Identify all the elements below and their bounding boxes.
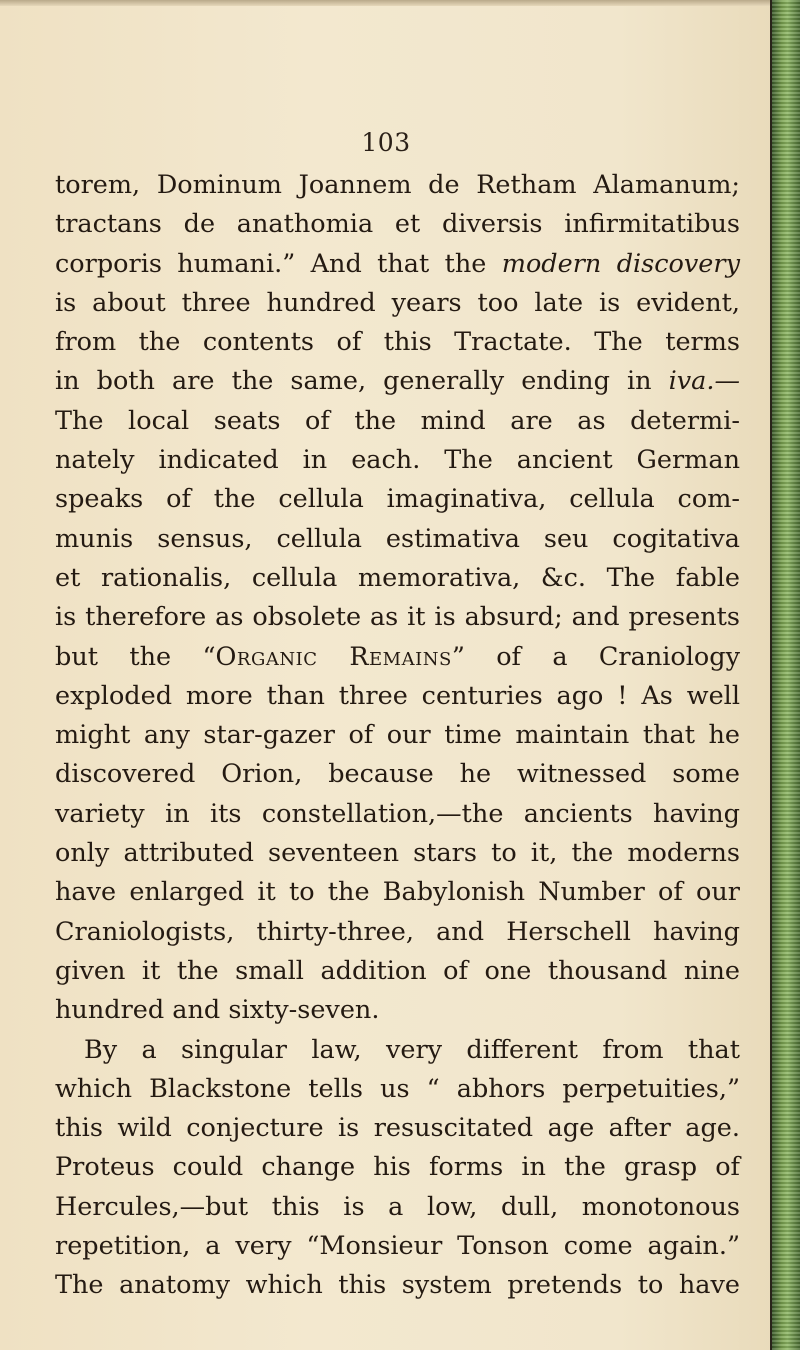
text-line: from the contents of this Tractate. The terms [55, 327, 740, 358]
text-line: repetition, a very “Monsieur Tonson come again.” [55, 1231, 740, 1262]
text-line: variety in its constellation,—the ancients having [55, 798, 740, 829]
text-line: only attributed seventeen stars to it, the moderns [55, 838, 740, 869]
text-line: speaks of the cellula imaginativa, cellula com- [55, 484, 740, 515]
text-line: in both are the same, generally ending in iva.— [55, 366, 740, 397]
italic-phrase: modern discovery [501, 248, 740, 279]
text-line: is about three hundred years too late is evident, [55, 287, 740, 318]
text-line: Proteus could change his forms in the grasp of [55, 1152, 740, 1183]
text-line: torem, Dominum Joannem de Retham Alamanum; [55, 170, 740, 200]
text-line: The anatomy which this system pretends to have [55, 1270, 740, 1301]
text-line: is therefore as obsolete as it is absurd; and presents [55, 602, 740, 633]
text-line: Hercules,—but this is a low, dull, monotonous [55, 1191, 740, 1222]
italic-phrase: iva.— [668, 366, 740, 397]
page-number: 103 [361, 128, 411, 157]
text-line: By a singular law, very different from that [84, 1034, 740, 1065]
body-text [55, 166, 740, 1306]
text-line: hundred and sixty-seven. [55, 995, 380, 1026]
text-line: might any star-gazer of our time maintain that he [55, 720, 740, 751]
text-line: nately indicated in each. The ancient German [55, 445, 740, 476]
text-line: given it the small addition of one thousand nine [55, 955, 740, 986]
text-line: Craniologists, thirty-three, and Herschell having [55, 916, 740, 947]
text-line: corporis humani.” And that the modern discovery [55, 248, 740, 279]
text-line: tractans de anathomia et diversis infirmitatibus [55, 209, 740, 240]
text-line: The local seats of the mind are as determi- [55, 405, 740, 436]
book-binding-edge [770, 0, 800, 1350]
text-line: but the “Organic Remains” of a Craniology [55, 641, 740, 672]
text-line: et rationalis, cellula memorativa, &c. The fable [55, 562, 740, 593]
page-top-edge [0, 0, 772, 6]
text-line: have enlarged it to the Babylonish Number of our [55, 877, 740, 908]
text-line: this wild conjecture is resuscitated age after age. [55, 1113, 740, 1144]
text-line: which Blackstone tells us “ abhors perpetuities,” [55, 1073, 740, 1104]
text-line: exploded more than three centuries ago ! As well [55, 680, 740, 711]
small-caps-phrase: Organic Remains [215, 641, 452, 672]
text-line: discovered Orion, because he witnessed some [55, 759, 740, 790]
text-line: munis sensus, cellula estimativa seu cogitativa [55, 523, 740, 554]
